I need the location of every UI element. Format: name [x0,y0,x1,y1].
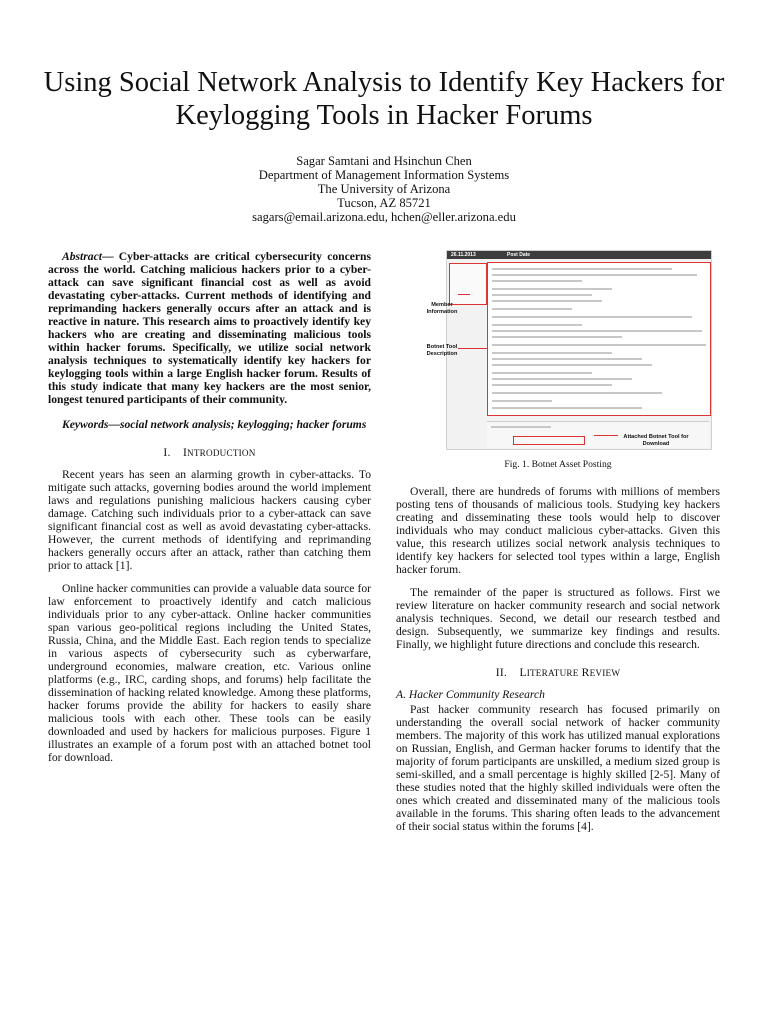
author-department: Department of Management Information Systems [258,168,510,182]
author-block [150,154,618,224]
member-info-box [449,263,487,305]
section-numeral: II. [495,666,508,679]
figure-label-member: Member Information [426,302,458,315]
author-university: The University of Arizona [317,182,451,196]
arrow-member [458,294,470,295]
paragraph: Online hacker communities can provide a valuable data source for law enforcement to proactively identify and catch malicious individuals prior to any cyber-attack. Online hacker communities span various geo-political regions including the United States, Russia, China, and the Middle East. Each region tends to specialize in various aspects of cybersecurity such as cyberwarfare, underground economies, malware creation, etc. Various online platforms (e.g., IRC, carding shops, and forums) help facilitate the dissemination of hacking related knowledge. Among these platforms, hacker forums provide the ability for hackers to easily share malicious tools with each other. These tools can be easily downloaded and used by hackers for malicious purposes. Figure 1 illustrates an example of a forum post with an attached botnet tool for download. [48,582,371,764]
attached-file-box [513,436,585,445]
author-names: Sagar Samtani and Hsinchun Chen [296,154,472,168]
section-heading-introduction: I. INTRODUCTION [163,446,256,459]
left-column [48,250,371,774]
section-numeral: I. [163,446,171,459]
figure-botnet-posting [422,250,710,448]
abstract [48,250,371,406]
section-heading-literature-review: II. LITERATURE REVIEW [495,666,621,679]
post-date-value: 26.11.2013 [451,252,476,258]
arrow-botnet [458,348,488,349]
forum-post-header [447,251,711,259]
forum-screenshot [446,250,712,450]
figure-caption: Fig. 1. Botnet Asset Posting [504,459,612,470]
paragraph: Past hacker community research has focused primarily on understanding the overall social network of hacker community members. The majority of this work has utilized manual explorations on Russian, English, and German hacker forums to identify that the majority of forum participants are unskilled, a medium sized group is semi-skilled, and a small percentage is highly skilled [2-5]. Many of these studies noted that the highly skilled individuals were often the ones which created and disseminated many of the malicious tools available in the forums. This sharing often leads to the advancement of their social status within the forums [4]. [396,703,720,833]
author-location: Tucson, AZ 85721 [337,196,431,210]
keywords: Keywords—social network analysis; keylogging; hacker forums [62,418,367,431]
paragraph: The remainder of the paper is structured as follows. First we review literature on hacker community research and social network analysis techniques. Second, we detail our research testbed and design. Subsequently, we summarize key findings and results. Finally, we highlight future directions and conclude this research. [396,586,720,651]
figure-label-botnet: Botnet Tool Description [426,344,458,357]
paragraph: Recent years has seen an alarming growth in cyber-attacks. To mitigate such attacks, governing bodies around the world implement laws and regulations punishing malicious hackers causing cyber damage. Catching such individuals prior to a cyber-attack can save significant financial cost as well as avoid devastating cyber-attacks. However, the current methods of identifying and reprimanding hackers generally occurs after an attack, rather than catching them prior to attack [1]. [48,468,371,572]
paragraph: Overall, there are hundreds of forums with millions of members posting tens of thousands of malicious tools. Studying key hackers creating and disseminating these tools would help to discover individuals who may conduct malicious cyber-attacks. Given this value, this research utilizes social network analysis techniques to identify key hackers for selected tool types within a large, English hacker forum. [396,485,720,576]
figure-label-attached: Attached Botnet Tool for Download [623,434,689,447]
abstract-dash: — [101,250,114,263]
abstract-text: Cyber-attacks are critical cybersecurity concerns across the world. Catching malicious hackers prior to a cyber-attack can save significant financial cost as well as avoid devastating cyber-attacks. Current methods of identifying and reprimanding hackers generally occurs after an attack and is reactive in nature. This research aims to proactively identify key hackers who are creating and disseminating malicious tools within hacker forums. Specifically, we utilize social network analysis techniques to systematically identify key hackers for keylogging tools within a large English hacker forum. Results of this study indicate that many key hackers are the most senior, longest tenured participants of their community. [48,250,371,406]
botnet-description-box [487,262,711,416]
paper-title: Using Social Network Analysis to Identify Key Hackers for Keylogging Tools in Hacker Forums [43,67,725,131]
post-date-title: Post Date [507,252,531,258]
arrow-attached [594,435,618,436]
subsection-heading: A. Hacker Community Research [396,688,545,701]
abstract-label: Abstract [62,250,102,263]
right-column [396,250,720,843]
author-emails: sagars@email.arizona.edu, hchen@eller.arizona.edu [252,210,516,224]
